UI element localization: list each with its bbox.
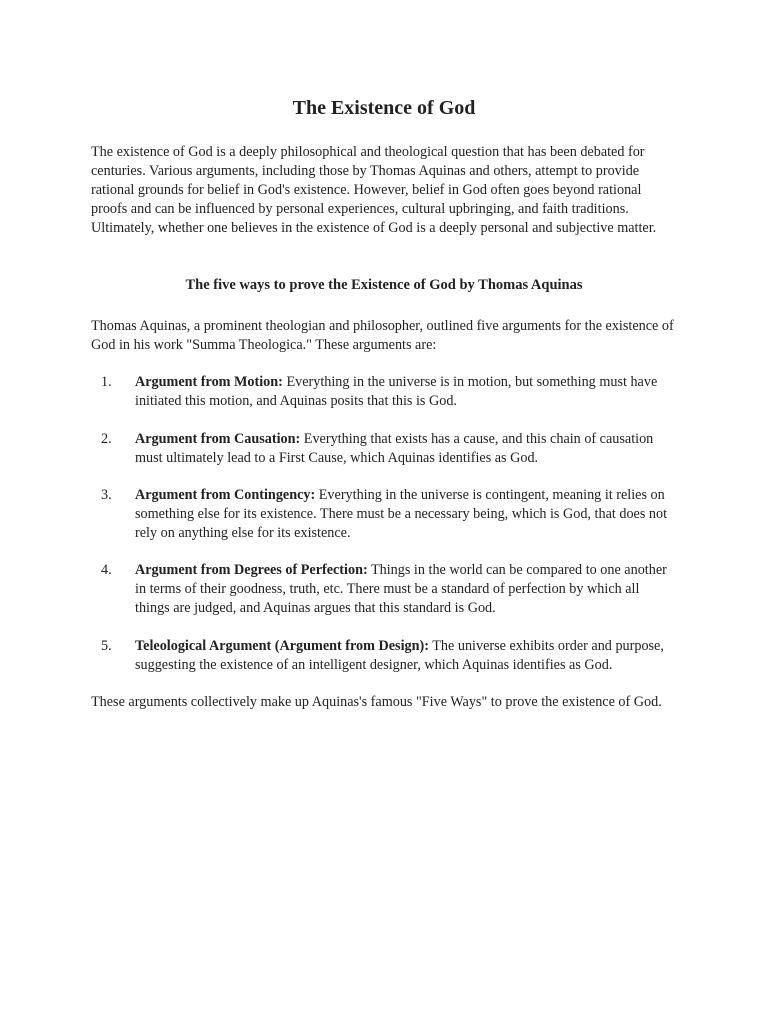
argument-text: Everything that exists has a cause, and this chain of causation must ultimately lead to a First Cause, which Aquinas identifies as God. [135,431,654,466]
argument-title: Argument from Motion: [135,374,283,390]
argument-text: Things in the world can be compared to one another in terms of their goodness, truth, etc. There must be a standard of perfection by which all things are judged, and Aquinas argues that this standard is God. [135,562,667,616]
argument-title: Teleological Argument (Argument from Design): [135,638,429,654]
section-heading: The five ways to prove the Existence of God by Thomas Aquinas [185,277,583,293]
argument-number: 4. [101,562,112,578]
argument-title: Argument from Contingency: [135,487,316,503]
argument-title: Argument from Degrees of Perfection: [135,562,368,578]
argument-number: 3. [101,487,112,503]
intro-paragraph: The existence of God is a deeply philosophical and theological question that has been debated for centuries. Various arguments, including those by Thomas Aquinas and others, attempt to provide rational grounds for belief in God's existence. However, belief in God often goes beyond rational proofs and can be influenced by personal experiences, cultural upbringing, and faith traditions. Ultimately, whether one believes in the existence of God is a deeply personal and subjective matter. [91,144,657,236]
argument-title: Argument from Causation: [135,431,301,447]
closing-paragraph: These arguments collectively make up Aquinas's famous "Five Ways" to prove the existence of God. [91,694,662,710]
argument-number: 1. [101,374,112,390]
argument-text: Everything in the universe is in motion, but something must have initiated this motion, and Aquinas posits that this is God. [135,374,658,409]
argument-text: The universe exhibits order and purpose, suggesting the existence of an intelligent designer, which Aquinas identifies as God. [135,638,664,673]
argument-body [135,373,675,411]
argument-body [135,637,675,675]
argument-text: Everything in the universe is contingent, meaning it relies on something else for its existence. There must be a necessary being, which is God, that does not rely on anything else for its existence. [135,487,668,541]
argument-number: 2. [101,431,112,447]
argument-body [135,561,675,618]
document-title: The Existence of God [292,97,476,119]
argument-body [135,430,675,468]
argument-body [135,486,675,543]
argument-number: 5. [101,638,112,654]
lead-paragraph: Thomas Aquinas, a prominent theologian and philosopher, outlined five arguments for the existence of God in his work "Summa Theologica." These arguments are: [91,318,674,353]
